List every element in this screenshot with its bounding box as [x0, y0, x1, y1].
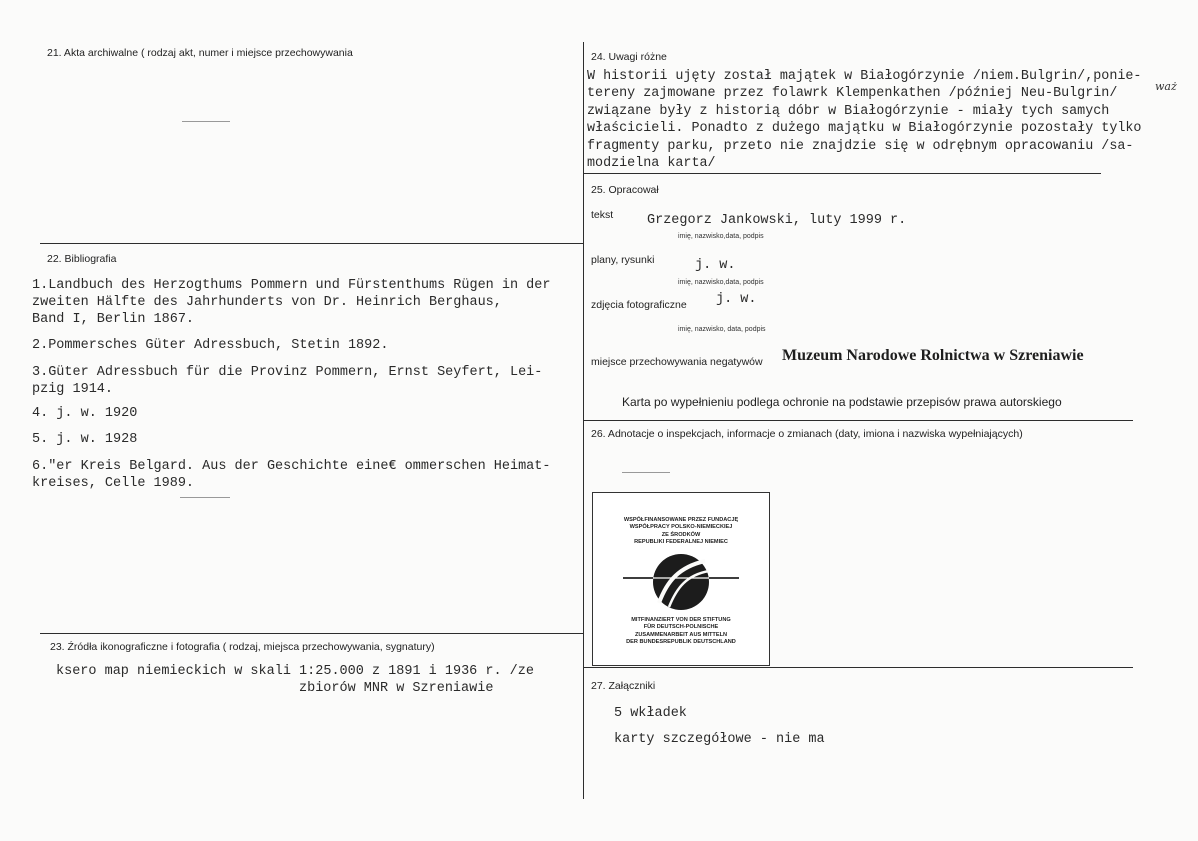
stamp-line: MITFINANZIERT VON DER STIFTUNG: [631, 617, 731, 623]
sources-line-1: ksero map niemieckich w skali 1:25.000 z 1891 i 1936 r. /ze: [56, 664, 534, 679]
bib-line: zweiten Hälfte des Jahrhunderts von Dr. Heinrich Berghaus,: [32, 295, 502, 310]
remarks-line: modzielna karta/: [587, 155, 716, 171]
bib-line: Band I, Berlin 1867.: [32, 312, 195, 327]
bib-line: 2.Pommersches Güter Adressbuch, Stetin 1892.: [32, 338, 389, 353]
remarks-line: W historii ujęty został majątek w Białogórzynie /niem.Bulgrin/,ponie-: [587, 69, 1142, 84]
copyright-notice: Karta po wypełnieniu podlega ochronie na podstawie przepisów prawa autorskiego: [622, 395, 1062, 409]
bib-line: 5. j. w. 1928: [32, 432, 138, 447]
remarks-line: właścicieli. Ponadto z dużego majątku w Białogórzynie pozostały tylko: [587, 121, 1142, 137]
divider-right-25: [583, 173, 1101, 174]
signature-caption-2: imię, nazwisko,data, podpis: [678, 279, 764, 286]
section-25-label: 25. Opracował: [591, 184, 659, 196]
bib-line: 1.Landbuch des Herzogthums Pommern und Fürstenthums Rügen in der: [32, 278, 551, 293]
foundation-logo-icon: [621, 551, 741, 613]
bib-line: 6."er Kreis Belgard. Aus der Geschichte eine€ ommerschen Heimat-: [32, 459, 551, 474]
signature-caption-3: imię, nazwisko, data, podpis: [678, 326, 766, 333]
stamp-line: REPUBLIKI FEDERALNEJ NIEMIEC: [634, 539, 728, 546]
bibliography-entry-6: [32, 458, 550, 492]
scan-mark: [180, 497, 230, 498]
plany-value: j. w.: [695, 258, 736, 273]
divider-right-26: [583, 420, 1133, 421]
stamp-line: ZUSAMMENARBEIT AUS MITTELN: [634, 631, 728, 638]
section-22-label: 22. Bibliografia: [47, 253, 117, 265]
divider-right-27: [583, 667, 1133, 668]
stamp-line: DER BUNDESREPUBLIK DEUTSCHLAND: [626, 639, 736, 646]
remarks-line: związane były z historią dóbr w Białogórzynie - miały tych samych: [587, 103, 1110, 119]
section-26-label: 26. Adnotacje o inspekcjach, informacje o zmianach (daty, imiona i nazwiska wypełniających): [591, 428, 1023, 440]
stamp-line: ZE ŚRODKÓW: [661, 531, 701, 538]
remarks-text: [587, 68, 1141, 172]
remarks-line: tereny zajmowane przez folawrk Klempenkathen /później Neu-Bulgrin/: [587, 86, 1118, 102]
stamp-line: FÜR DEUTSCH-POLNISCHE: [643, 624, 719, 631]
bibliography-entry-5: [32, 431, 137, 448]
zdjecia-label: zdjęcia fotograficzne: [591, 299, 687, 311]
handwritten-margin-note: waż: [1155, 80, 1177, 93]
negatywy-value: Muzeum Narodowe Rolnictwa w Szreniawie: [782, 347, 1084, 364]
stamp-bottom-text: [593, 617, 769, 647]
bibliography-entry-2: [32, 337, 388, 354]
bib-line: 4. j. w. 1920: [32, 406, 138, 421]
stamp-line: WSPÓŁFINANSOWANE PRZEZ FUNDACJĘ: [623, 517, 739, 523]
section-27-label: 27. Załączniki: [591, 680, 656, 692]
section-23-label: 23. Źródła ikonograficzne i fotografia ( rodzaj, miejsca przechowywania, sygnatury): [50, 641, 435, 653]
divider-left-22: [40, 243, 584, 244]
attachments-line-1: 5 wkładek: [614, 706, 687, 721]
stamp-top-text: [593, 517, 769, 547]
tekst-label: tekst: [591, 209, 614, 221]
section-21-label: 21. Akta archiwalne ( rodzaj akt, numer i miejsce przechowywania: [47, 47, 353, 59]
bibliography-entry-3: [32, 364, 542, 398]
bib-line: kreises, Celle 1989.: [32, 476, 195, 491]
sources-line-2: zbiorów MNR w Szreniawie: [299, 681, 494, 696]
tekst-value: Grzegorz Jankowski, luty 1999 r.: [647, 213, 907, 228]
bibliography-entry-1: [32, 277, 550, 328]
zdjecia-value: j. w.: [716, 292, 757, 307]
plany-label: plany, rysunki: [591, 254, 655, 266]
scan-mark: [182, 121, 230, 122]
bib-line: pzig 1914.: [32, 382, 114, 397]
scan-mark: [622, 472, 670, 473]
section-24-label: 24. Uwagi różne: [591, 51, 667, 63]
bibliography-entry-4: [32, 405, 137, 422]
attachments-line-2: karty szczegółowe - nie ma: [614, 732, 825, 747]
stamp-line: WSPÓŁPRACY POLSKO-NIEMIECKIEJ: [629, 524, 733, 531]
signature-caption-1: imię, nazwisko,data, podpis: [678, 233, 764, 240]
bib-line: 3.Güter Adressbuch für die Provinz Pommern, Ernst Seyfert, Lei-: [32, 365, 543, 380]
remarks-line: fragmenty parku, przeto nie znajdzie się w odrębnym opracowaniu /sa-: [587, 138, 1134, 154]
foundation-stamp: [592, 492, 770, 666]
negatywy-label: miejsce przechowywania negatywów: [591, 356, 763, 368]
divider-left-23: [40, 633, 584, 634]
